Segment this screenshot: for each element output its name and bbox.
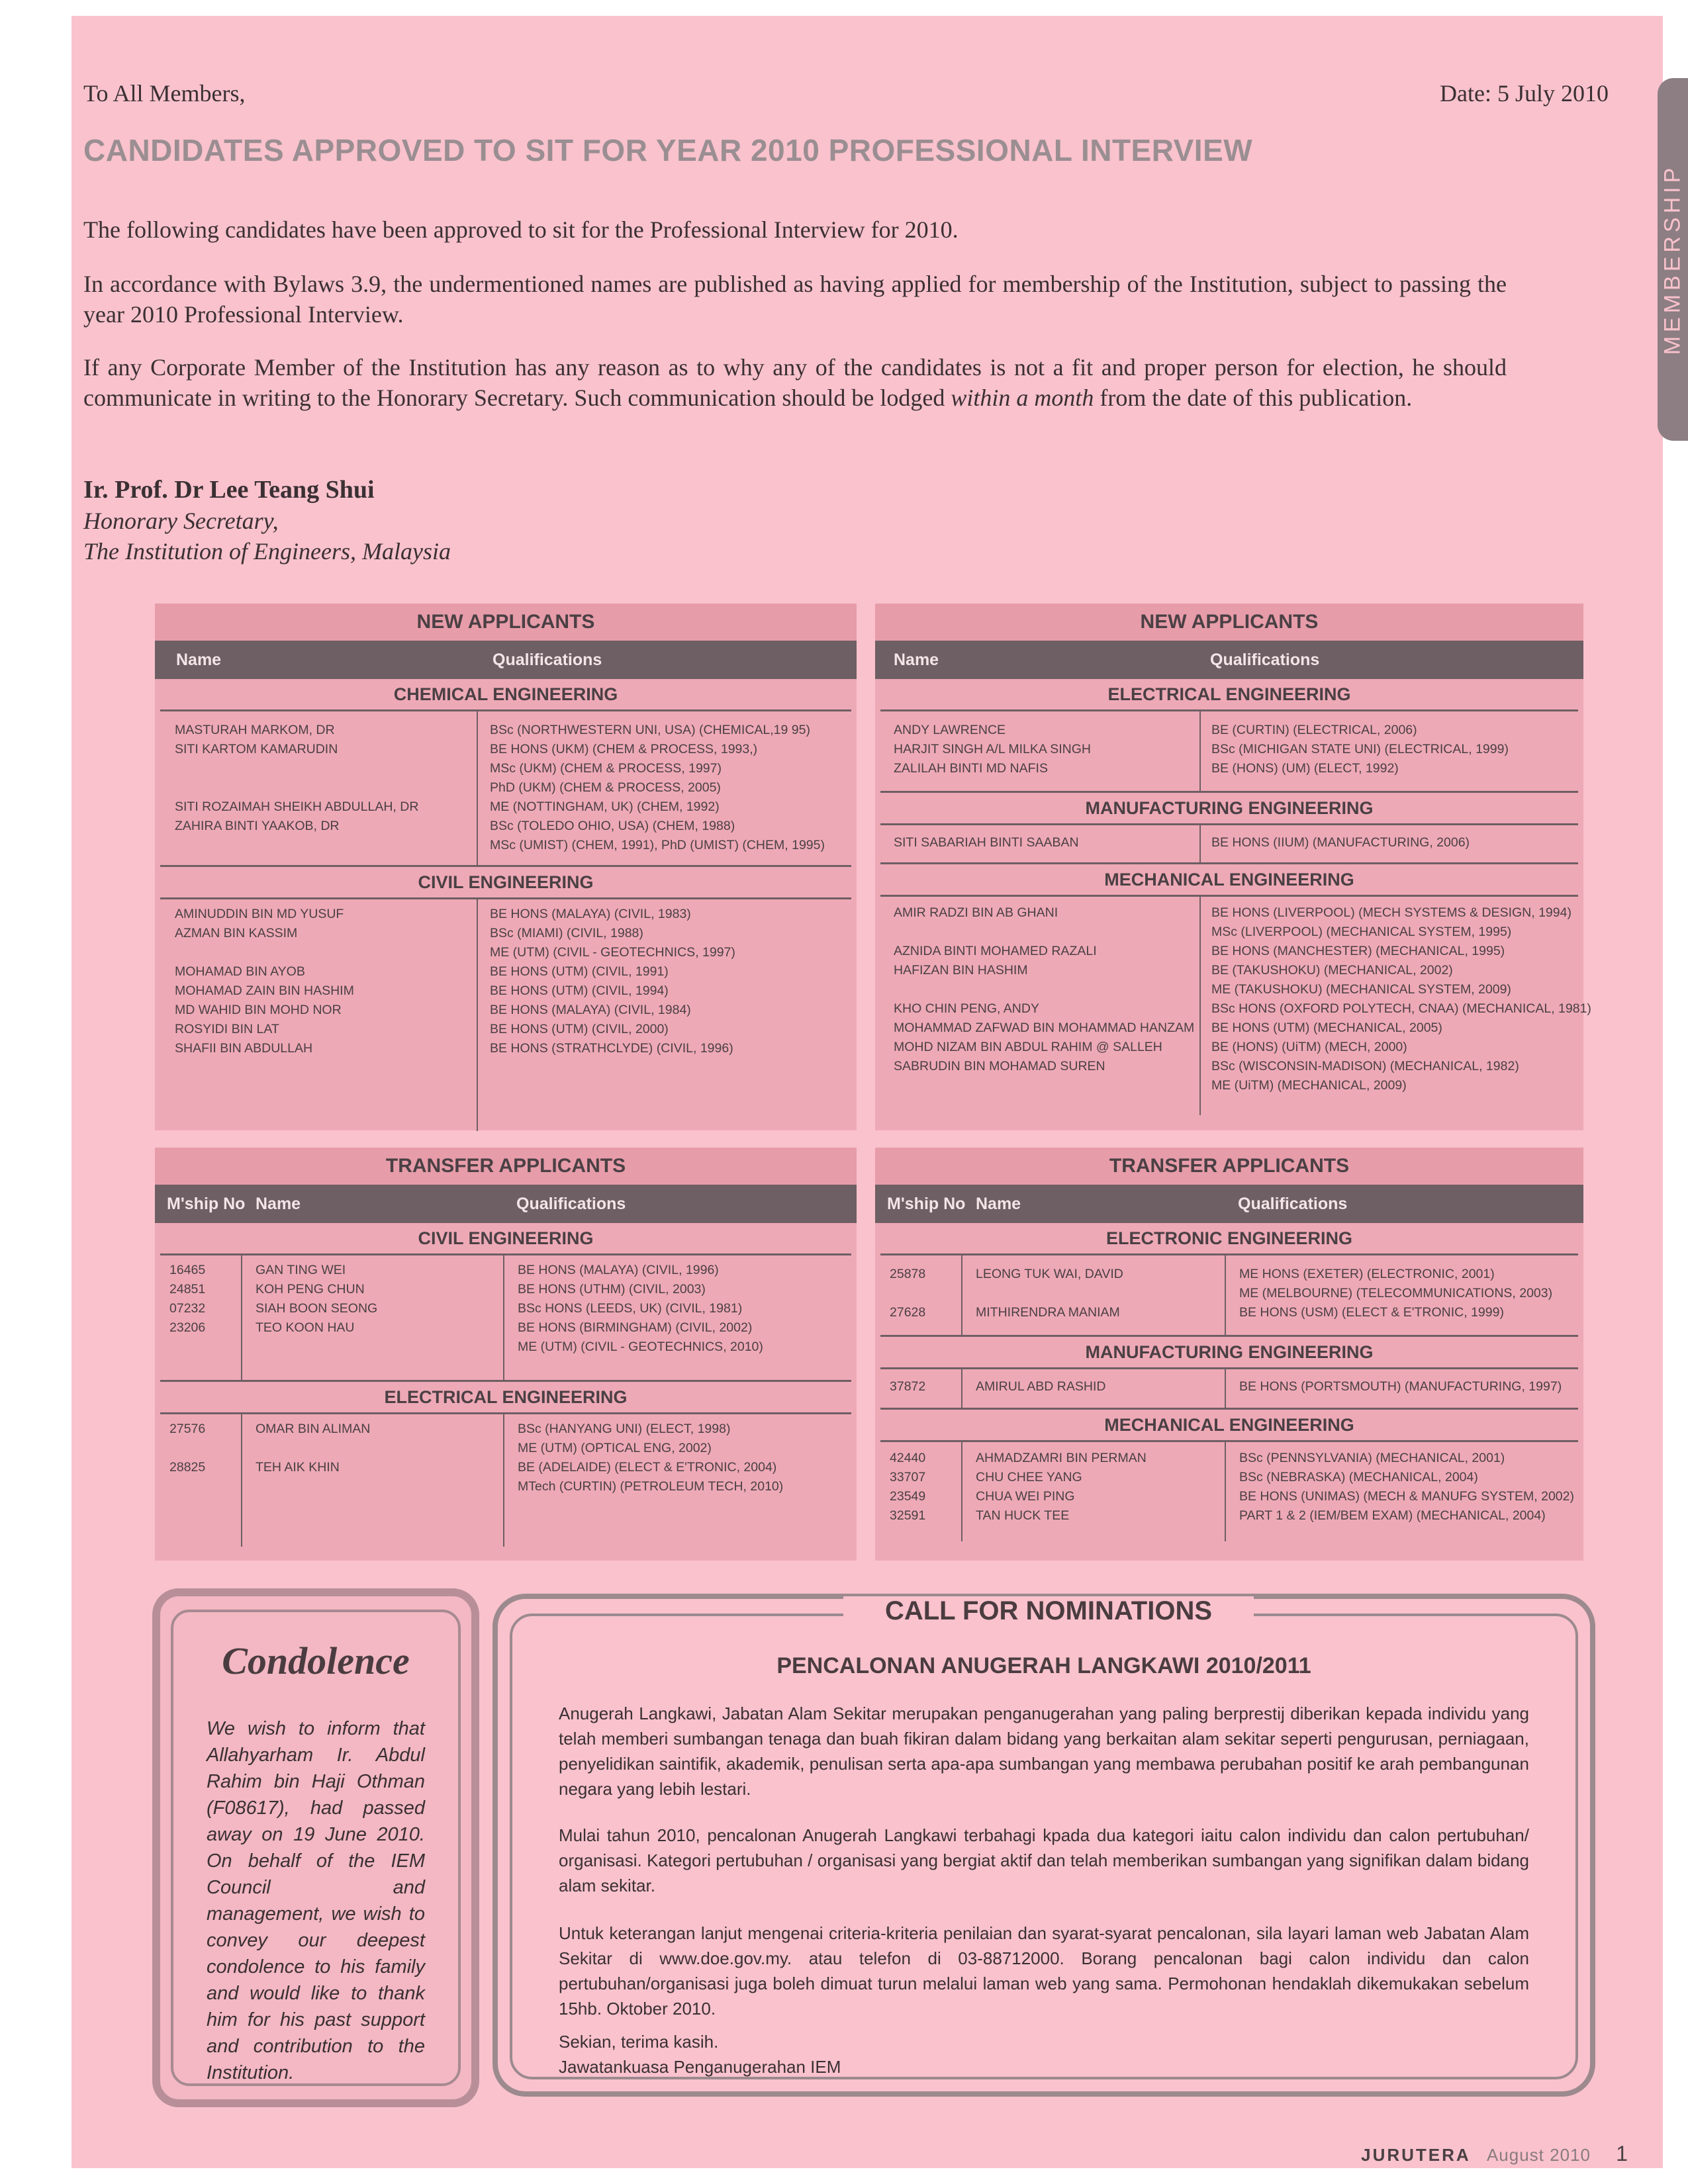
table-cell: AMIRUL ABD RASHID: [976, 1379, 1106, 1394]
nominations-frame: [510, 1596, 1578, 2079]
nominations-closing: Sekian, terima kasih.: [559, 2032, 719, 2052]
table-cell: BE HONS (STRATHCLYDE) (CIVIL, 1996): [490, 1041, 733, 1056]
table-cell: BE HONS (BIRMINGHAM) (CIVIL, 2002): [518, 1320, 753, 1335]
table-cell: MOHAMAD ZAIN BIN HASHIM: [175, 983, 354, 998]
table-cell: 24851: [169, 1282, 206, 1297]
column-divider: [1199, 825, 1201, 862]
column-header-name: Name: [894, 651, 939, 669]
table-cell: BSc (MICHIGAN STATE UNI) (ELECTRICAL, 1999): [1211, 742, 1509, 756]
table-cell: AMINUDDIN BIN MD YUSUF: [175, 907, 344, 921]
section-rows-electronic: [875, 1255, 1583, 1335]
table-cell: ME (TAKUSHOKU) (MECHANICAL SYSTEM, 2009): [1211, 982, 1511, 997]
nominations-subtitle: PENCALONAN ANUGERAH LANGKAWI 2010/2011: [776, 1653, 1311, 1678]
name-column: [894, 721, 1091, 778]
column-divider: [503, 1255, 504, 1380]
intro-paragraph-1: The following candidates have been approved to sit for the Professional Interview for 2010.: [83, 216, 959, 243]
table-title: TRANSFER APPLICANTS: [155, 1148, 857, 1185]
table-cell: BSc (MIAMI) (CIVIL, 1988): [490, 926, 643, 940]
date: Date: 5 July 2010: [1440, 80, 1609, 107]
column-header-qualifications: Qualifications: [516, 1195, 626, 1213]
table-cell: BSc (HANYANG UNI) (ELECT, 1998): [518, 1422, 731, 1436]
section-heading-chemical: CHEMICAL ENGINEERING: [160, 679, 851, 711]
table-cell: 23549: [890, 1489, 926, 1504]
column-divider: [1199, 711, 1201, 791]
table-cell: 23206: [169, 1320, 206, 1335]
table-cell: [894, 980, 1194, 999]
table-cell: BE HONS (IIUM) (MANUFACTURING, 2006): [1211, 835, 1470, 850]
section-rows-civil: [155, 899, 857, 1131]
table-cell: SITI KARTOM KAMARUDIN: [175, 742, 338, 756]
table-cell: ZALILAH BINTI MD NAFIS: [894, 761, 1048, 776]
table-cell: [175, 943, 354, 962]
mship-no-column: [890, 1449, 925, 1525]
intro-paragraph-3: [83, 352, 1507, 413]
greeting: To All Members,: [83, 80, 246, 107]
name-column: [894, 833, 1079, 852]
table-cell: MSc (UKM) (CHEM & PROCESS, 1997): [490, 761, 722, 776]
page-number: 1: [1616, 2142, 1628, 2165]
name-column: [894, 903, 1194, 1095]
qualification-column: [518, 1261, 763, 1357]
column-divider: [1225, 1255, 1226, 1335]
table-cell: BSc (NEBRASKA) (MECHANICAL, 2004): [1239, 1470, 1478, 1484]
table-cell: [256, 1477, 370, 1496]
table-cell: 07232: [169, 1301, 206, 1316]
table-cell: BE HONS (LIVERPOOL) (MECH SYSTEMS & DESIGN, 1994): [1211, 905, 1571, 920]
column-divider: [1199, 897, 1201, 1115]
table-cell: BE HONS (UTM) (CIVIL, 1994): [490, 983, 669, 998]
table-header: [155, 641, 857, 679]
table-cell: 16465: [169, 1263, 206, 1277]
name-column: [976, 1265, 1123, 1322]
name-column: [256, 1420, 370, 1496]
table-cell: [256, 1439, 370, 1458]
column-divider: [503, 1414, 504, 1547]
table-cell: BE (HONS) (UM) (ELECT, 1992): [1211, 761, 1399, 776]
section-heading-manufacturing: MANUFACTURING ENGINEERING: [880, 1335, 1578, 1369]
table-cell: BE (CURTIN) (ELECTRICAL, 2006): [1211, 723, 1417, 737]
transfer-applicants-table-right: [875, 1148, 1583, 1561]
signatory-name: Ir. Prof. Dr Lee Teang Shui: [83, 476, 375, 504]
section-heading-electrical: ELECTRICAL ENGINEERING: [880, 679, 1578, 711]
table-cell: 28825: [169, 1460, 206, 1475]
table-title: TRANSFER APPLICANTS: [875, 1148, 1583, 1185]
column-header-mship-no: M'ship No: [887, 1195, 966, 1213]
table-cell: ME (NOTTINGHAM, UK) (CHEM, 1992): [490, 799, 720, 814]
magazine-name: JURUTERA: [1361, 2145, 1471, 2165]
section-heading-civil: CIVIL ENGINEERING: [160, 1223, 851, 1255]
table-cell: ZAHIRA BINTI YAAKOB, DR: [175, 819, 340, 833]
qualification-column: [490, 905, 735, 1058]
nominations-title: CALL FOR NOMINATIONS: [843, 1596, 1254, 1626]
nominations-box: [492, 1594, 1595, 2097]
column-header-name: Name: [176, 651, 222, 669]
qualification-column: [1239, 1377, 1562, 1396]
table-cell: BE HONS (MANCHESTER) (MECHANICAL, 1995): [1211, 944, 1505, 958]
intro-paragraph-3-end: from the date of this publication.: [1094, 385, 1413, 411]
nominations-paragraph-3: Untuk keterangan lanjut mengenai criteria-kriteria penilaian dan syarat-syarat pencalonan, sila layari laman web Jabatan Alam Sekitar di www.doe.gov.my. atau telefon di 03-88712000. Borang pencalonan bagi calon individu dan calon pertubuhan/organisasi juga boleh dimuat turun melalui laman web yang sama. Permohonan hendaklah dikemukakan sebelum 15hb. Oktober 2010.: [559, 1923, 1529, 2019]
table-cell: MOHAMAD BIN AYOB: [175, 964, 305, 979]
table-cell: BE (ADELAIDE) (ELECT & E'TRONIC, 2004): [518, 1460, 777, 1475]
section-rows-mechanical: [875, 1442, 1583, 1541]
section-rows-electrical: [875, 711, 1583, 791]
nominations-paragraph-2: Mulai tahun 2010, pencalonan Anugerah Langkawi terbahagi kpada dua kategori iaitu calon individu dan calon pertubuhan/ organisasi. Kategori pertubuhan / organisasi yang bergiat aktif dan telah memberikan sumbangan yang signifikan dalam bidang alam sekitar.: [559, 1825, 1529, 1895]
table-cell: SITI SABARIAH BINTI SAABAN: [894, 835, 1079, 850]
column-divider: [477, 711, 478, 865]
table-cell: BE HONS (MALAYA) (CIVIL, 1983): [490, 907, 691, 921]
table-cell: SABRUDIN BIN MOHAMAD SUREN: [894, 1059, 1105, 1073]
section-rows-mechanical: [875, 897, 1591, 1115]
table-cell: BSc (TOLEDO OHIO, USA) (CHEM, 1988): [490, 819, 735, 833]
table-cell: [169, 1439, 205, 1458]
qualification-column: [1211, 833, 1470, 852]
table-cell: [169, 1477, 205, 1496]
table-cell: ME (UiTM) (MECHANICAL, 2009): [1211, 1078, 1407, 1093]
qualification-column: [1211, 721, 1509, 778]
section-heading-mechanical: MECHANICAL ENGINEERING: [880, 1410, 1578, 1442]
table-cell: BE HONS (UTM) (CIVIL, 2000): [490, 1022, 669, 1036]
qualification-column: [1239, 1449, 1574, 1525]
table-cell: 27628: [890, 1305, 926, 1320]
name-column: [976, 1449, 1147, 1525]
column-header-name: Name: [976, 1195, 1021, 1213]
table-header: [875, 1185, 1583, 1223]
table-cell: TAN HUCK TEE: [976, 1508, 1070, 1523]
nominations-paragraph-1: Anugerah Langkawi, Jabatan Alam Sekitar merupakan penganugerahan yang paling berprestij diberikan kepada individu yang telah memberi sumbangan tenaga dan buah fikiran dalam bidang yang berkaitan alam sekitar seperti pengurusan, perniagaan, penyelidikan saintifik, akademik, penulisan serta apa-apa sumbangan yang membawa perubahan positif ke arah pembangunan negara yang lebih lestari.: [559, 1704, 1529, 1799]
table-cell: ROSYIDI BIN LAT: [175, 1022, 279, 1036]
table-cell: 25878: [890, 1267, 926, 1281]
section-rows-chemical: [155, 711, 857, 865]
table-cell: AZNIDA BINTI MOHAMED RAZALI: [894, 944, 1097, 958]
table-cell: BSc HONS (OXFORD POLYTECH, CNAA) (MECHANICAL, 1981): [1211, 1001, 1591, 1016]
table-cell: BE HONS (UTM) (MECHANICAL, 2005): [1211, 1021, 1442, 1035]
qualification-column: [1211, 903, 1591, 1095]
condolence-title: Condolence: [222, 1639, 410, 1682]
section-heading-electrical: ELECTRICAL ENGINEERING: [160, 1382, 851, 1414]
table-cell: KHO CHIN PENG, ANDY: [894, 1001, 1039, 1016]
table-cell: MOHAMMAD ZAFWAD BIN MOHAMMAD HANZAM: [894, 1021, 1195, 1035]
column-header-qualifications: Qualifications: [492, 651, 602, 669]
table-cell: PhD (UKM) (CHEM & PROCESS, 2005): [490, 780, 721, 795]
table-cell: TEO KOON HAU: [256, 1320, 355, 1335]
condolence-box: [152, 1588, 479, 2107]
table-cell: BE HONS (UTM) (CIVIL, 1991): [490, 964, 669, 979]
column-header-qualifications: Qualifications: [1238, 1195, 1348, 1213]
section-rows-civil: [155, 1255, 857, 1380]
nominations-signoff: Jawatankuasa Penganugerahan IEM: [559, 2057, 841, 2077]
table-cell: MOHD NIZAM BIN ABDUL RAHIM @ SALLEH: [894, 1040, 1162, 1054]
table-cell: TEH AIK KHIN: [256, 1460, 340, 1475]
page-footer: [1361, 2142, 1628, 2166]
table-cell: MASTURAH MARKOM, DR: [175, 723, 335, 737]
table-cell: BSc HONS (LEEDS, UK) (CIVIL, 1981): [518, 1301, 743, 1316]
table-cell: BSc (PENNSYLVANIA) (MECHANICAL, 2001): [1239, 1451, 1505, 1465]
section-rows-electrical: [155, 1414, 857, 1547]
qualification-column: [518, 1420, 783, 1496]
section-rows-manufacturing: [875, 825, 1583, 862]
table-cell: ME (UTM) (OPTICAL ENG, 2002): [518, 1441, 712, 1455]
new-applicants-table-left: [155, 604, 857, 1130]
table-title: NEW APPLICANTS: [875, 604, 1583, 641]
table-cell: BE HONS (UTHM) (CIVIL, 2003): [518, 1282, 706, 1297]
table-cell: PART 1 & 2 (IEM/BEM EXAM) (MECHANICAL, 2004): [1239, 1508, 1546, 1523]
table-cell: BE HONS (PORTSMOUTH) (MANUFACTURING, 1997): [1239, 1379, 1562, 1394]
table-cell: SITI ROZAIMAH SHEIKH ABDULLAH, DR: [175, 799, 419, 814]
table-cell: MTech (CURTIN) (PETROLEUM TECH, 2010): [518, 1479, 784, 1494]
table-cell: [175, 778, 418, 797]
table-cell: SIAH BOON SEONG: [256, 1301, 378, 1316]
transfer-applicants-table-left: [155, 1148, 857, 1561]
section-heading-electronic: ELECTRONIC ENGINEERING: [880, 1223, 1578, 1255]
new-applicants-table-right: [875, 604, 1591, 1130]
section-heading-civil: CIVIL ENGINEERING: [160, 867, 851, 899]
column-divider: [961, 1369, 962, 1408]
table-cell: ME (MELBOURNE) (TELECOMMUNICATIONS, 2003): [1239, 1286, 1553, 1300]
table-cell: BE HONS (UKM) (CHEM & PROCESS, 1993,): [490, 742, 758, 756]
column-divider: [241, 1414, 242, 1547]
mship-no-column: [169, 1420, 205, 1496]
signatory-role: Honorary Secretary,: [83, 508, 279, 534]
table-cell: KOH PENG CHUN: [256, 1282, 365, 1297]
column-header-mship-no: M'ship No: [167, 1195, 246, 1213]
column-divider: [1225, 1369, 1226, 1408]
table-cell: [175, 759, 418, 778]
table-cell: CHU CHEE YANG: [976, 1470, 1082, 1484]
table-cell: [175, 836, 418, 855]
column-divider: [477, 899, 478, 1131]
table-cell: BE HONS (UNIMAS) (MECH & MANUFG SYSTEM, 2002): [1239, 1489, 1574, 1504]
column-divider: [961, 1255, 962, 1335]
table-cell: SHAFII BIN ABDULLAH: [175, 1041, 313, 1056]
table-cell: BSc (NORTHWESTERN UNI, USA) (CHEMICAL,19 95): [490, 723, 810, 737]
table-cell: [169, 1338, 205, 1357]
section-tab-label: MEMBERSHIP: [1660, 163, 1685, 355]
column-divider: [1225, 1442, 1226, 1541]
name-column: [976, 1377, 1106, 1396]
table-cell: MSc (LIVERPOOL) (MECHANICAL SYSTEM, 1995): [1211, 925, 1512, 939]
table-cell: 33707: [890, 1470, 926, 1484]
table-cell: BE HONS (MALAYA) (CIVIL, 1996): [518, 1263, 719, 1277]
table-cell: 32591: [890, 1508, 926, 1523]
column-header-name: Name: [256, 1195, 301, 1213]
table-header: [155, 1185, 857, 1223]
table-cell: OMAR BIN ALIMAN: [256, 1422, 371, 1436]
name-column: [256, 1261, 377, 1357]
table-cell: [976, 1284, 1123, 1303]
table-cell: ME (UTM) (CIVIL - GEOTECHNICS, 2010): [518, 1340, 763, 1354]
name-column: [175, 721, 418, 855]
table-cell: AHMADZAMRI BIN PERMAN: [976, 1451, 1147, 1465]
page-title: CANDIDATES APPROVED TO SIT FOR YEAR 2010 PROFESSIONAL INTERVIEW: [83, 133, 1253, 167]
table-title: NEW APPLICANTS: [155, 604, 857, 641]
column-divider: [961, 1442, 962, 1541]
table-cell: BE HONS (MALAYA) (CIVIL, 1984): [490, 1003, 691, 1017]
section-heading-manufacturing: MANUFACTURING ENGINEERING: [880, 791, 1578, 825]
table-cell: HAFIZAN BIN HASHIM: [894, 963, 1028, 978]
qualification-column: [490, 721, 825, 855]
table-cell: BE (HONS) (UiTM) (MECH, 2000): [1211, 1040, 1407, 1054]
table-cell: AZMAN BIN KASSIM: [175, 926, 298, 940]
table-cell: CHUA WEI PING: [976, 1489, 1075, 1504]
name-column: [175, 905, 354, 1058]
table-cell: ANDY LAWRENCE: [894, 723, 1006, 737]
table-cell: [894, 1076, 1194, 1095]
table-cell: [890, 1284, 925, 1303]
issue-date: August 2010: [1486, 2145, 1591, 2165]
table-cell: MD WAHID BIN MOHD NOR: [175, 1003, 342, 1017]
intro-paragraph-2: In accordance with Bylaws 3.9, the undermentioned names are published as having applied for membership of the Institution, subject to passing the year 2010 Professional Interview.: [83, 271, 1507, 328]
mship-no-column: [169, 1261, 205, 1357]
table-cell: MITHIRENDRA MANIAM: [976, 1305, 1120, 1320]
mship-no-column: [890, 1377, 925, 1396]
mship-no-column: [890, 1265, 925, 1322]
intro-paragraph-3-text: If any Corporate Member of the Institution has any reason as to why any of the candidates is not a fit and proper person for election, he should communicate in writing to the Honorary Secretary. Such communication should be lodged: [83, 354, 1507, 411]
intro-paragraph-3-emphasis: within a month: [951, 385, 1094, 411]
table-cell: LEONG TUK WAI, DAVID: [976, 1267, 1123, 1281]
table-cell: 27576: [169, 1422, 206, 1436]
table-cell: 37872: [890, 1379, 926, 1394]
condolence-body: We wish to inform that Allahyarham Ir. Abdul Rahim bin Haji Othman (F08617), had passed away on 19 June 2010. On behalf of the IEM Council and management, we wish to convey our deepest condolence to his family and would like to thank him for his past support and contribution to the Institution.: [207, 1718, 425, 2083]
table-cell: GAN TING WEI: [256, 1263, 346, 1277]
qualification-column: [1239, 1265, 1552, 1322]
section-heading-mechanical: MECHANICAL ENGINEERING: [880, 864, 1578, 897]
table-cell: [894, 923, 1194, 942]
table-cell: ME (UTM) (CIVIL - GEOTECHNICS, 1997): [490, 945, 735, 960]
table-cell: [256, 1338, 377, 1357]
column-header-qualifications: Qualifications: [1210, 651, 1320, 669]
table-cell: 42440: [890, 1451, 926, 1465]
column-divider: [241, 1255, 242, 1380]
table-cell: BE (TAKUSHOKU) (MECHANICAL, 2002): [1211, 963, 1453, 978]
table-cell: ME HONS (EXETER) (ELECTRONIC, 2001): [1239, 1267, 1495, 1281]
signatory-org: The Institution of Engineers, Malaysia: [83, 538, 451, 565]
table-cell: HARJIT SINGH A/L MILKA SINGH: [894, 742, 1091, 756]
table-cell: AMIR RADZI BIN AB GHANI: [894, 905, 1058, 920]
table-cell: MSc (UMIST) (CHEM, 1991), PhD (UMIST) (CHEM, 1995): [490, 838, 825, 852]
table-cell: BSc (WISCONSIN-MADISON) (MECHANICAL, 1982): [1211, 1059, 1519, 1073]
section-tab: [1658, 78, 1688, 441]
section-rows-manufacturing: [875, 1369, 1583, 1408]
table-header: [875, 641, 1583, 679]
table-cell: BE HONS (USM) (ELECT & E'TRONIC, 1999): [1239, 1305, 1504, 1320]
